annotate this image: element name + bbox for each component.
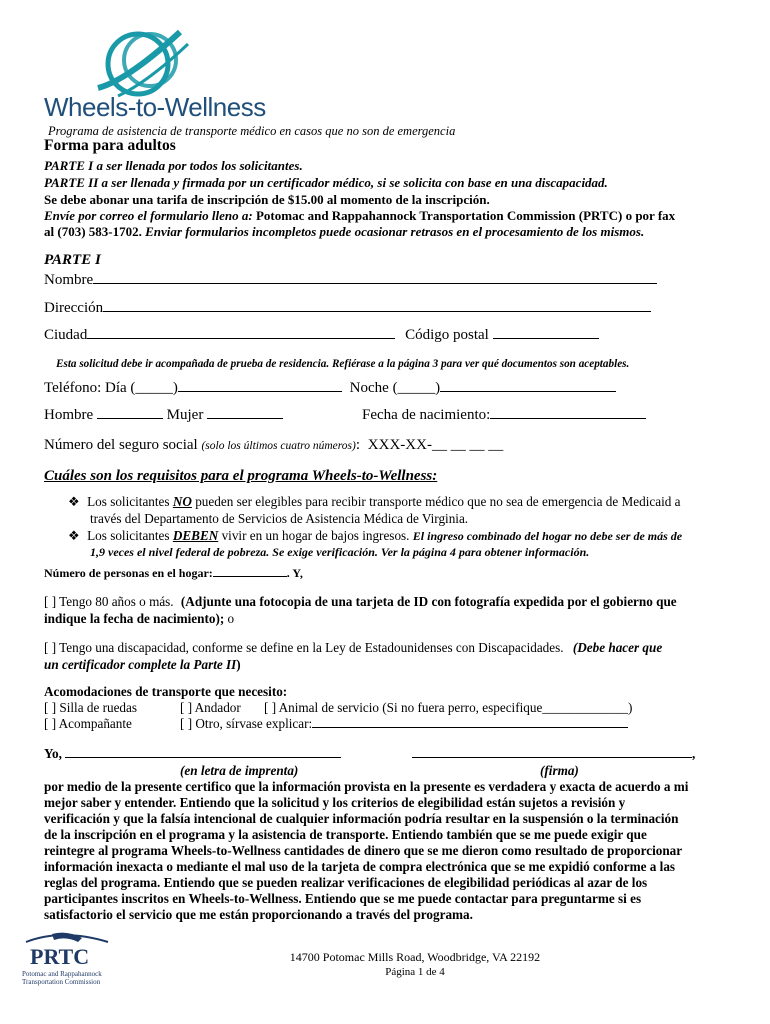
requisito-bullet-1 [68,494,680,510]
certification-line: información inexacta o mediante el mal uso de la tarjeta de compra electrónica que se me expidió conforme a las [44,859,676,874]
age-instructions: (Adjunte una fotocopia de una tarjeta de ID con fotografía expedida por el gobierno que [180,594,677,609]
ssn-note: (solo los últimos cuatro números) [201,440,356,452]
diamond-bullet-icon: ❖ [68,528,80,543]
fecha-nacimiento-field[interactable] [490,417,646,419]
telefono-noche-label: Noche (_____) [349,380,441,396]
intro-parte2: PARTE II a ser llenada y firmada por un certificador médico, si se solicita con base en una discapacidad. [44,175,608,190]
certification-line: reglas del programa. Entiendo que se pueden realizar verificaciones de elegibilidad periódicas al azar de los [44,875,648,890]
certification-line: satisfactorio el servicio que me están proporcionando a través del programa. [44,907,473,922]
direccion-row [44,300,651,317]
disability-text: Tengo una discapacidad, conforme se define en la Ley de Estadounidenses con Discapacidades. [59,640,564,655]
direccion-field[interactable] [103,310,651,312]
otro-row [180,716,628,732]
nombre-label: Nombre [44,272,94,288]
disability-checkbox[interactable]: [ ] [44,640,57,655]
parte1-heading: PARTE I [44,252,101,268]
intro-parte1: PARTE I a ser llenada por todos los solicitantes. [44,158,303,173]
otro-option[interactable]: [ ] Otro, sírvase explicar: [180,716,313,731]
intro-fee: Se debe abonar una tarifa de inscripción de $15.00 al momento de la inscripción. [44,192,490,207]
otro-field[interactable] [312,726,628,728]
intro-warning: Enviar formularios incompletos puede ocasionar retrasos en el procesamiento de los mismos. [145,224,645,239]
certification-paragraph [44,779,734,923]
prtc-subtitle-2: Transportation Commission [22,978,101,986]
disability-line2 [44,657,241,673]
requisitos-heading: Cuáles son los requisitos para el programa Wheels-to-Wellness: [44,468,438,484]
certification-line: participantes inscritos en Wheels-to-Wellness. Entiendo que se me puede contactar para preguntarme si es [44,891,642,906]
signature-row [412,746,695,762]
req2-emph: DEBEN [172,528,219,543]
intro-mail-address: Potomac and Rappahannock Transportation Commission (PRTC) o por fax [255,208,676,223]
silla-ruedas-option[interactable]: [ ] Silla de ruedas [44,700,138,715]
disability-line2-text: un certificador complete la Parte II [44,657,237,672]
program-subtitle: Programa de asistencia de transporte médico en casos que no son de emergencia [48,124,456,138]
ciudad-label: Ciudad [44,327,88,343]
age-or: o [227,611,235,626]
age-text: Tengo 80 años o más. [59,594,174,609]
codigo-postal-label: Código postal [405,327,489,343]
signature-comma: , [692,746,696,761]
household-label: Número de personas en el hogar: [44,566,213,580]
acompanante-option[interactable]: [ ] Acompañante [44,716,132,731]
page-number: Página 1 de 4 [385,966,445,978]
animal-servicio-option[interactable]: [ ] Animal de servicio (Si no fuera perro, especifique_____________) [264,700,633,715]
req1-line2: través del Departamento de Servicios de Asistencia Médica de Virginia. [90,511,469,526]
req2-pre: Los solicitantes [87,528,170,543]
signature-field[interactable] [412,756,692,758]
req2-post: vivir en un hogar de bajos ingresos. [221,528,410,543]
telefono-dia-label: Día (_____) [105,380,178,396]
ssn-field[interactable]: XXX-XX-__ __ __ __ [367,437,504,453]
sexo-row [44,407,283,424]
certification-line: por medio de la presente certifico que la información provista en la presente es verdadera y exacta de acuerdo a mi [44,779,689,794]
yo-row [44,746,341,762]
ciudad-row [44,327,599,344]
certification-line: reintegre al programa Wheels-to-Wellness cantidades de dinero que se me dieron como resultado de proporcionar [44,843,683,858]
certification-line: de la inscripción en el programa y la asistencia de transporte. Entiendo también que se me puede exigir que [44,827,647,842]
printed-name-field[interactable] [65,756,341,758]
telefono-label: Teléfono: [44,380,102,396]
req2-note: El ingreso combinado del hogar no debe ser de más de [412,529,683,543]
certification-line: verificación y que la falsía intencional de cualquier información podría resultar en la suspensión o la terminación [44,811,679,826]
household-row [44,566,303,581]
disability-check-row [44,640,662,656]
disability-line2-close: ) [236,657,241,672]
fecha-nacimiento-label: Fecha de nacimiento: [362,407,491,423]
req2-line2: 1,9 veces el nivel federal de pobreza. Se exige verificación. Ver la página 4 para obtener información. [90,545,590,559]
mujer-field[interactable] [207,417,283,419]
disability-instructions: (Debe hacer que [572,640,663,655]
age-line2 [44,611,234,627]
req1-emph: NO [172,494,192,509]
footer-address: 14700 Potomac Mills Road, Woodbridge, VA 22192 [289,950,541,964]
intro-fax-number: al (703) 583-1702. [44,224,142,239]
household-field[interactable] [213,575,287,577]
telefono-row [44,380,616,397]
diamond-bullet-icon: ❖ [68,494,80,509]
nombre-field[interactable] [93,282,657,284]
form-title: Forma para adultos [44,137,176,154]
requisito-bullet-2 [68,528,682,544]
printed-name-caption: (en letra de imprenta) [180,763,299,778]
req1-post: pueden ser elegibles para recibir transporte médico que no sea de emergencia de Medicaid a [195,494,681,509]
age-checkbox[interactable]: [ ] [44,594,57,609]
intro-mail-label: Envíe por correo el formulario lleno a: [44,208,253,223]
acomodaciones-heading: Acomodaciones de transporte que necesito: [44,684,288,699]
direccion-label: Dirección [44,300,104,316]
wheels-logo-mark [88,22,198,100]
ciudad-field[interactable] [87,337,395,339]
yo-label: Yo, [44,746,62,761]
age-line2-text: indique la fecha de nacimiento); [44,611,225,626]
certification-line: mejor saber y entender. Entiendo que la solicitud y los criterios de elegibilidad están sujetos a revisión y [44,795,626,810]
intro-fax [44,224,644,240]
ssn-row: Número del seguro social (solo los últimos cuatro números): XXX-XX-__ __ __ __ [44,437,504,453]
signature-caption: (firma) [540,763,579,778]
intro-mail [44,208,675,224]
hombre-field[interactable] [97,417,163,419]
codigo-postal-field[interactable] [493,337,599,339]
fecha-nacimiento-row [362,407,646,424]
telefono-dia-field[interactable] [178,390,342,392]
ssn-label: Número del seguro social [44,437,198,453]
prtc-logo-text: PRTC [30,944,90,969]
andador-option[interactable]: [ ] Andador [180,700,241,715]
age-check-row [44,594,677,610]
hombre-label: Hombre [44,407,94,423]
nombre-row [44,272,657,289]
mujer-label: Mujer [166,407,204,423]
prtc-subtitle-1: Potomac and Rappahannock [22,970,102,978]
telefono-noche-field[interactable] [440,390,616,392]
req1-pre: Los solicitantes [87,494,170,509]
residency-note: Esta solicitud debe ir acompañada de prueba de residencia. Refiérase a la página 3 para ver qué documentos son aceptables. [56,358,630,370]
household-end: . Y, [286,566,303,580]
logo-wordmark: Wheels-to-Wellness [44,92,266,122]
